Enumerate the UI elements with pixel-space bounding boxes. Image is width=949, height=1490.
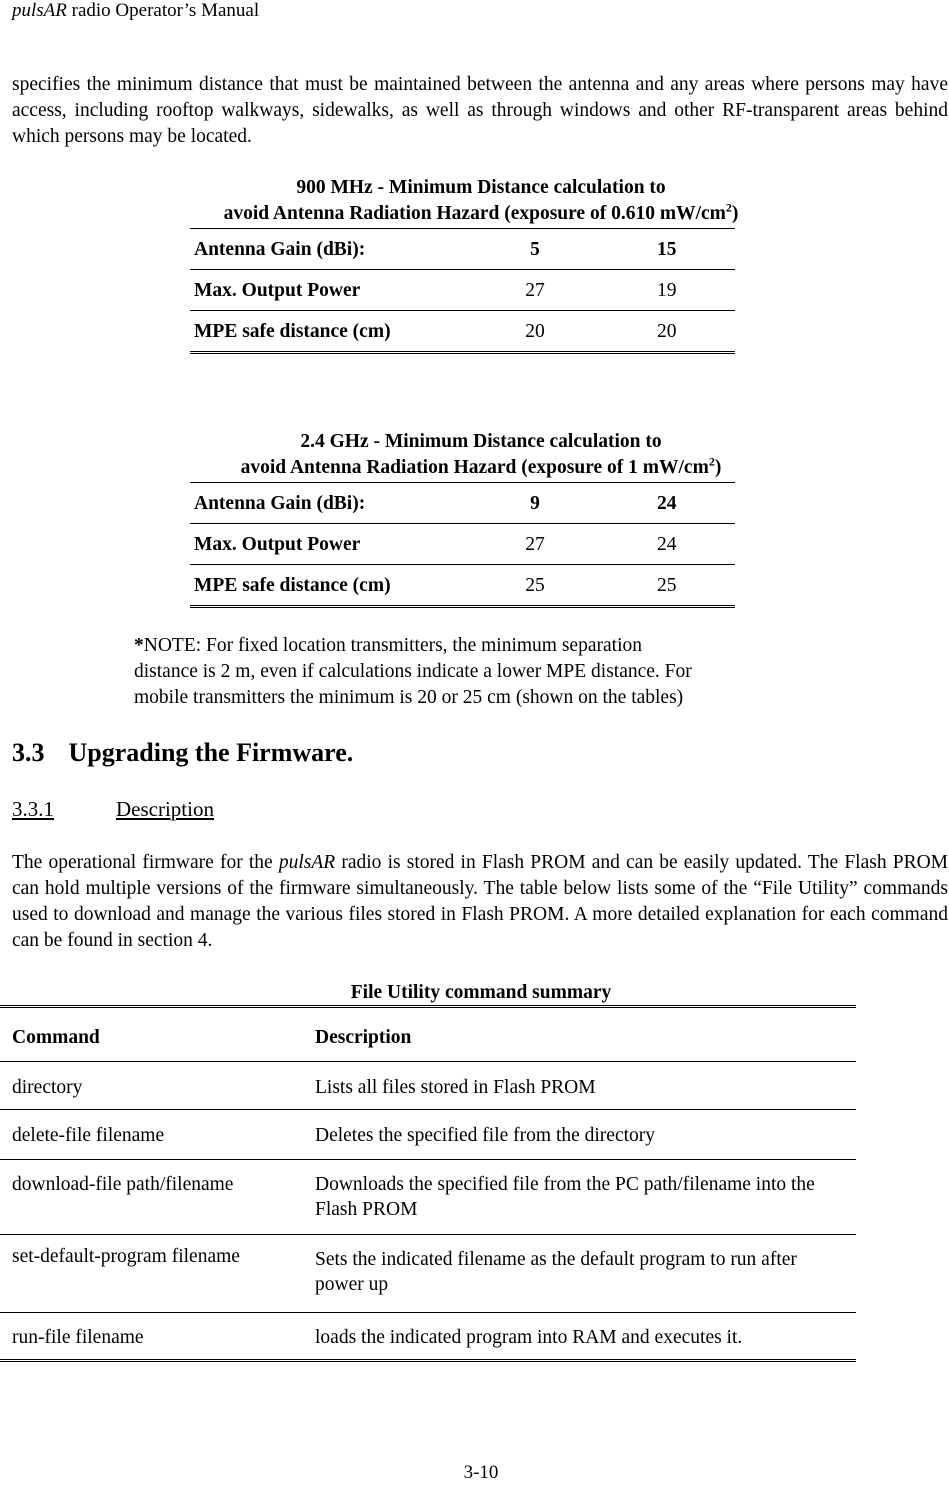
command-cell: delete-file filename [12,1125,165,1146]
subsection-title: Description [116,797,214,821]
file-utility-title: File Utility command summary [350,982,612,1003]
table-24-title-sup: 2 [708,454,715,469]
table-900 [190,228,735,354]
description-cell: Deletes the specified file from the directory [315,1125,656,1146]
header-brand: pulsAR [12,0,67,21]
file-utility-table [0,1005,856,1362]
row-value-1: 20 [525,321,545,342]
table-24-title-line2 [0,455,949,481]
section-heading [12,738,353,768]
table-900-title-sup: 2 [725,200,732,215]
description-cell: Sets the indicated filename as the default program to run after power up [315,1249,797,1295]
table-24-title-line1: 2.4 GHz - Minimum Distance calculation to [300,431,662,452]
firmware-text-2: radio is stored in Flash PROM and can be easily updated. The Flash PROM can hold multiple versions of the firmware simultaneously. The table below lists some of the “File Utility” commands used to download and manage the various files stored in Flash PROM. A more detailed explanation for each command can be found in section 4. [12,852,948,951]
command-cell: set-default-program filename [12,1246,240,1267]
description-cell: Lists all files stored in Flash PROM [315,1077,596,1098]
table-900-title-line1: 900 MHz - Minimum Distance calculation to [296,177,666,198]
firmware-brand: pulsAR [278,852,336,873]
command-cell: run-file filename [12,1327,144,1348]
header-title: radio Operator’s Manual [66,0,260,21]
table-row [190,524,735,565]
table-row [0,1110,856,1160]
table-row [0,1313,856,1362]
subsection-heading [12,797,214,822]
table-row [190,565,735,608]
table-row [0,1160,856,1235]
row-label: MPE safe distance (cm) [194,575,391,596]
row-value-2: 19 [657,280,677,301]
column-header-command: Command [12,1027,100,1048]
row-value-2: 25 [657,575,677,596]
firmware-text-1: The operational firmware for the [12,852,279,873]
table-24-title-text: avoid Antenna Radiation Hazard (exposure of 1 mW/cm [240,457,709,478]
table-900-title-line2 [0,201,949,227]
table-row [190,270,735,311]
intro-paragraph: specifies the minimum distance that must be maintained between the antenna and any areas where persons may have access, including rooftop walkways, sidewalks, as well as through windows and other RF-transparent areas behind which persons may be located. [12,74,948,147]
table-header-row [0,1005,856,1062]
row-value-2: 24 [657,534,677,555]
page-number: 3-10 [463,1462,499,1483]
table-row [0,1235,856,1313]
row-value-1: 5 [530,239,540,260]
note-star: * [134,635,144,656]
section-number: 3.3 [12,738,45,767]
column-header-description: Description [315,1027,412,1048]
table-row [190,229,735,270]
table-row [190,483,735,524]
table-900-title-close: ) [731,203,739,224]
row-label: Antenna Gain (dBi): [194,239,366,260]
description-cell: Downloads the specified file from the PC path/filename into the Flash PROM [315,1174,815,1220]
running-header [12,0,259,22]
note-text-1: NOTE: For fixed location transmitters, the minimum separation [143,635,642,656]
table-24 [190,482,735,608]
row-label: Antenna Gain (dBi): [194,493,366,514]
note-line-1 [134,633,824,659]
row-value-1: 9 [530,493,540,514]
row-label: Max. Output Power [194,280,361,301]
mpe-note [134,633,824,711]
note-line-2: distance is 2 m, even if calculations indicate a lower MPE distance. For [134,661,692,682]
row-label: MPE safe distance (cm) [194,321,391,342]
row-value-2: 24 [657,493,677,514]
section-title: Upgrading the Firmware. [68,738,354,767]
row-label: Max. Output Power [194,534,361,555]
row-value-2: 20 [657,321,677,342]
row-value-1: 27 [525,534,545,555]
row-value-1: 27 [525,280,545,301]
table-row [0,1062,856,1110]
table-24-title-close: ) [714,457,722,478]
firmware-paragraph [12,850,948,954]
table-900-title-text: avoid Antenna Radiation Hazard (exposure of 0.610 mW/cm [223,203,726,224]
note-line-3: mobile transmitters the minimum is 20 or 25 cm (shown on the tables) [134,687,684,708]
row-value-2: 15 [657,239,677,260]
command-cell: directory [12,1077,83,1098]
description-cell: loads the indicated program into RAM and executes it. [315,1327,743,1348]
table-row [190,311,735,354]
row-value-1: 25 [525,575,545,596]
command-cell: download-file path/filename [12,1174,234,1195]
subsection-number: 3.3.1 [12,797,54,821]
